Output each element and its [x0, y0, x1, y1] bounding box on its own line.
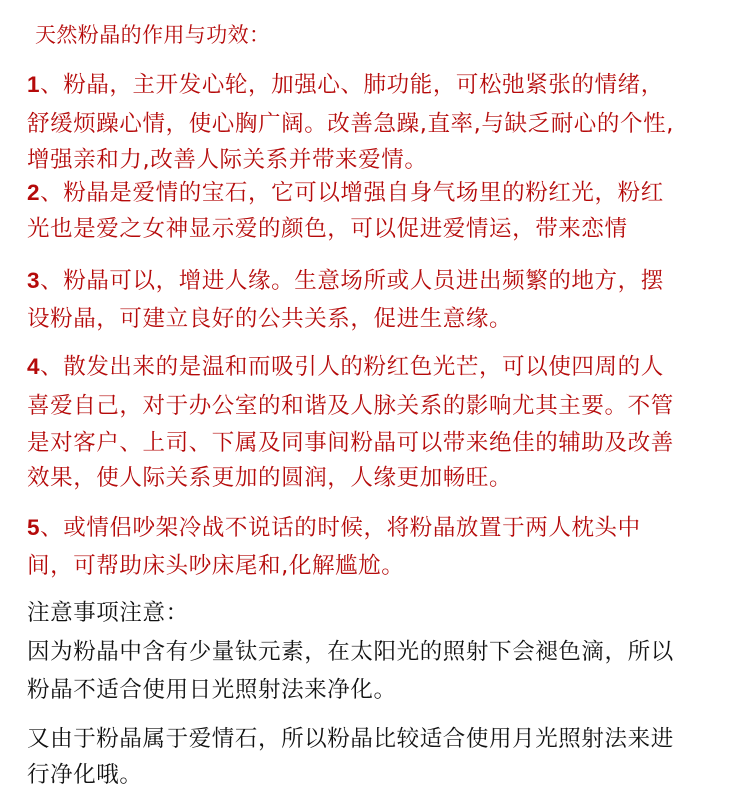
effect-3-number: 3: [27, 268, 41, 293]
effect-5-line-1: 5、或情侣吵架冷战不说话的时候，将粉晶放置于两人枕头中: [27, 515, 641, 541]
effect-4-number: 4: [27, 354, 41, 379]
effect-2-number: 2: [27, 180, 41, 205]
effect-5-number: 5: [27, 515, 41, 540]
effect-4-line-1: 4、散发出来的是温和而吸引人的粉红色光芒，可以使四周的人: [27, 354, 664, 380]
effect-4-line-2: 喜爱自己，对于办公室的和谐及人脉关系的影响尤其主要。不管: [27, 393, 674, 419]
notes-heading: 注意事项注意：: [27, 600, 189, 626]
effect-1-line-1: 1、粉晶，主开发心轮，加强心、肺功能，可松弛紧张的情绪，: [27, 72, 664, 98]
effect-1-line-3: 增强亲和力,改善人际关系并带来爱情。: [27, 147, 428, 173]
document-title: 天然粉晶的作用与功效：: [35, 23, 271, 47]
effect-4-line-3: 是对客户、上司、下属及同事间粉晶可以带来绝佳的辅助及改善: [27, 430, 674, 456]
notes-paragraph-1-line-1: 因为粉晶中含有少量钛元素，在太阳光的照射下会褪色滴，所以: [27, 639, 674, 665]
effect-3-line-2: 设粉晶，可建立良好的公共关系，促进生意缘。: [27, 306, 513, 332]
effect-3-line-1: 3、粉晶可以，增进人缘。生意场所或人员进出频繁的地方，摆: [27, 268, 664, 294]
notes-paragraph-1-line-2: 粉晶不适合使用日光照射法来净化。: [27, 677, 397, 703]
effect-2-line-1: 2、粉晶是爱情的宝石，它可以增强自身气场里的粉红光，粉红: [27, 180, 664, 206]
effect-4-line-4: 效果，使人际关系更加的圆润，人缘更加畅旺。: [27, 465, 513, 491]
effect-5-line-2: 间，可帮助床头吵床尾和,化解尴尬。: [27, 553, 405, 579]
notes-paragraph-2-line-2: 行净化哦。: [27, 762, 143, 788]
notes-paragraph-2-line-1: 又由于粉晶属于爱情石，所以粉晶比较适合使用月光照射法来进: [27, 726, 674, 752]
effect-1-line-2: 舒缓烦躁心情，使心胸广阔。改善急躁,直率,与缺乏耐心的个性,: [27, 111, 674, 137]
effect-1-number: 1: [27, 72, 41, 97]
effect-2-line-2: 光也是爱之女神显示爱的颜色，可以促进爱情运，带来恋情: [27, 216, 628, 242]
